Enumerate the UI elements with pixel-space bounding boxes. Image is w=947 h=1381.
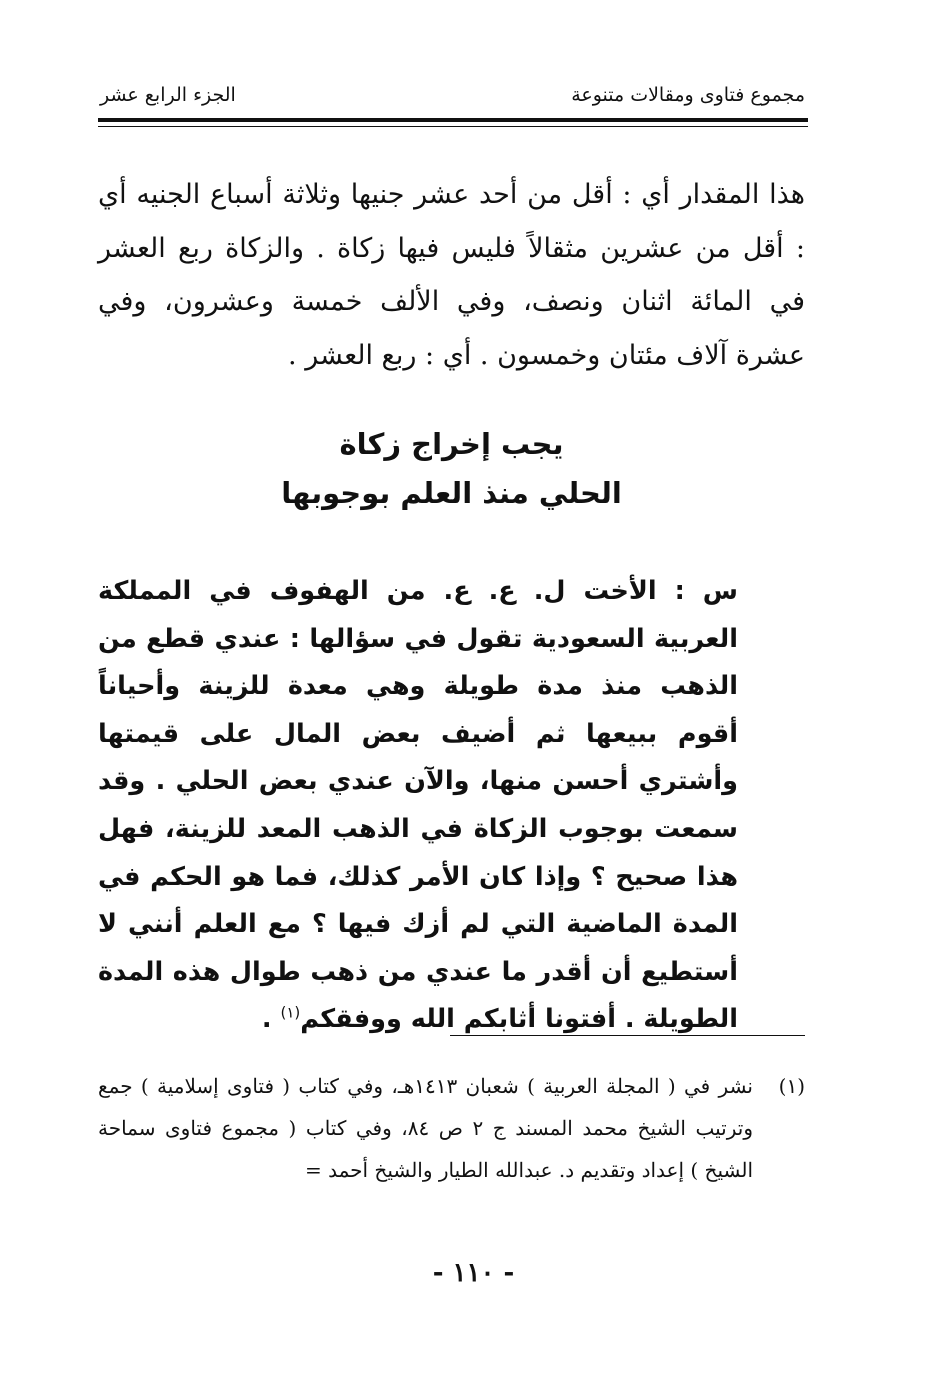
book-title: مجموع فتاوى ومقالات متنوعة — [571, 84, 805, 106]
question-text: س : الأخت ل. ع. ع. من الهفوف في المملكة العربية السعودية تقول في سؤالها : عندي قطع من الذهب منذ مدة طويلة وهي معدة للزينة وأحياناً أقوم ببيعها ثم أضيف بعض المال على قيمتها وأشتري أحسن منها، والآن عندي بعض الحلي . وقد سمعت بوجوب الزكاة في الذهب المعد للزينة، فهل هذا صحيح ؟ وإذا كان الأمر كذلك، فما هو الحكم في المدة الماضية التي لم أزك فيها ؟ مع العلم أنني لا أستطيع أن أقدر ما عندي من ذهب طوال هذه المدة الطويلة . أفتونا أثابكم الله ووفقكم — [98, 576, 738, 1035]
volume-label: الجزء الرابع عشر — [100, 84, 236, 106]
footnote-reference: (١) — [280, 1003, 301, 1022]
heading-line-1: يجب إخراج زكاة — [339, 427, 564, 461]
running-header — [100, 84, 805, 114]
footnote-divider — [450, 1035, 805, 1036]
footnote-number: (١) — [778, 1074, 805, 1098]
footnote-text: نشر في ( المجلة العربية ) شعبان ١٤١٣هـ، وفي كتاب ( فتاوى إسلامية ) جمع وترتيب الشيخ محمد المسند ج ٢ ص ٨٤، وفي كتاب ( مجموع فتاوى سماحة الشيخ ) إعداد وتقديم د. عبدالله الطيار والشيخ أحمد = — [98, 1074, 753, 1182]
body-paragraph: هذا المقدار أي : أقل من أحد عشر جنيها وثلاثة أسباع الجنيه أي : أقل من عشرين مثقالاً فليس فيها زكاة . والزكاة ربع العشر في المائة اثنان ونصف، وفي الألف خمسة وعشرون، وفي عشرة آلاف مئتان وخمسون . أي : ربع العشر . — [98, 179, 805, 371]
question-paragraph — [98, 568, 738, 1044]
page-number: - ١١٠ - — [432, 1258, 515, 1288]
header-rule-thin — [98, 126, 808, 127]
question-end: . — [261, 1004, 281, 1035]
header-rule-thick — [98, 118, 808, 122]
section-heading — [98, 420, 805, 518]
heading-line-2: الحلي منذ العلم بوجوبها — [281, 476, 622, 510]
